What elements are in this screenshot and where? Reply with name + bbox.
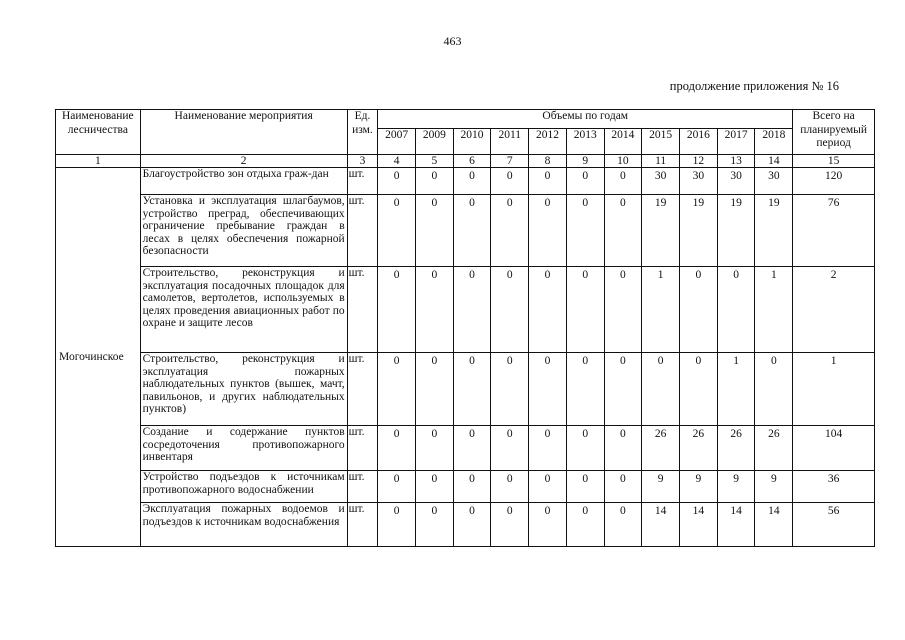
year-value: 0 [453,267,491,353]
year-value: 0 [453,503,491,547]
year-value: 0 [415,426,453,471]
header-year: 2012 [529,129,567,155]
table-row [56,503,875,547]
year-value: 0 [415,503,453,547]
unit: шт. [347,503,378,547]
unit: шт. [347,426,378,471]
year-value: 0 [378,471,416,503]
column-number: 15 [793,155,875,168]
activity-name: Благоустройство зон отдыха граж-дан [140,168,347,195]
year-value: 0 [529,503,567,547]
row-total: 36 [793,471,875,503]
year-value: 0 [453,168,491,195]
year-value: 0 [566,267,604,353]
year-value: 0 [642,353,680,426]
year-value: 1 [755,267,793,353]
column-number: 11 [642,155,680,168]
row-total: 120 [793,168,875,195]
year-value: 0 [680,353,718,426]
year-value: 0 [604,426,642,471]
year-value: 0 [566,195,604,267]
activity-name: Устройство подъездов к источникам противопожарного водоснабжении [140,471,347,503]
activity-name: Строительство, реконструкция и эксплуатация посадочных площадок для самолетов, вертолетов, используемых в целях проведения авиационных работ по охране и защите лесов [140,267,347,353]
activities-table [55,109,875,547]
year-value: 0 [378,353,416,426]
activity-name: Создание и содержание пунктов сосредоточения противопожарного инвентаря [140,426,347,471]
header-total: Всего на планируемый период [793,110,875,155]
year-value: 0 [529,195,567,267]
year-value: 14 [680,503,718,547]
year-value: 9 [642,471,680,503]
header-year: 2011 [491,129,529,155]
year-value: 0 [415,195,453,267]
header-year: 2014 [604,129,642,155]
row-total: 104 [793,426,875,471]
column-number: 14 [755,155,793,168]
column-number: 4 [378,155,416,168]
column-number: 10 [604,155,642,168]
header-forestry: Наименование лесничества [56,110,141,155]
year-value: 19 [642,195,680,267]
year-value: 0 [491,503,529,547]
year-value: 0 [415,168,453,195]
page-number: 463 [443,34,462,48]
year-value: 0 [491,168,529,195]
row-total: 1 [793,353,875,426]
column-number: 8 [529,155,567,168]
column-number: 2 [140,155,347,168]
year-value: 0 [566,353,604,426]
activity-name: Эксплуатация пожарных водоемов и подъездов к источникам водоснабжения [140,503,347,547]
year-value: 0 [378,195,416,267]
year-value: 0 [415,471,453,503]
unit: шт. [347,353,378,426]
year-value: 19 [717,195,755,267]
year-value: 30 [755,168,793,195]
year-value: 0 [491,426,529,471]
year-value: 26 [755,426,793,471]
column-number: 12 [680,155,718,168]
year-value: 0 [680,267,718,353]
year-value: 26 [717,426,755,471]
header-activity: Наименование мероприятия [140,110,347,155]
year-value: 0 [378,426,416,471]
year-value: 0 [529,353,567,426]
column-number: 1 [56,155,141,168]
header-volumes-by-year: Объемы по годам [378,110,793,129]
year-value: 14 [717,503,755,547]
year-value: 9 [755,471,793,503]
year-value: 0 [755,353,793,426]
year-value: 0 [529,168,567,195]
unit: шт. [347,471,378,503]
header-year: 2009 [415,129,453,155]
year-value: 30 [642,168,680,195]
year-value: 0 [604,503,642,547]
year-value: 0 [604,267,642,353]
column-number: 7 [491,155,529,168]
column-number: 9 [566,155,604,168]
table-row [56,195,875,267]
year-value: 0 [491,471,529,503]
activity-name: Строительство, реконструкция и эксплуатация пожарных наблюдательных пунктов (вышек, мачт, павильонов, и других наблюдательных пунктов) [140,353,347,426]
column-number: 3 [347,155,378,168]
header-year: 2018 [755,129,793,155]
year-value: 0 [566,471,604,503]
year-value: 19 [755,195,793,267]
year-value: 0 [378,503,416,547]
unit: шт. [347,267,378,353]
year-value: 14 [642,503,680,547]
header-year: 2015 [642,129,680,155]
year-value: 0 [491,195,529,267]
unit: шт. [347,195,378,267]
year-value: 9 [717,471,755,503]
appendix-continuation-note: продолжение приложения № 16 [669,79,839,93]
table-row [56,471,875,503]
year-value: 0 [566,503,604,547]
header-year: 2007 [378,129,416,155]
header-year: 2013 [566,129,604,155]
table-row [56,353,875,426]
year-value: 0 [717,267,755,353]
year-value: 0 [529,267,567,353]
year-value: 0 [415,267,453,353]
year-value: 0 [378,267,416,353]
year-value: 1 [717,353,755,426]
forestry-name: Могочинское [56,168,141,547]
year-value: 14 [755,503,793,547]
header-unit: Ед. изм. [347,110,378,155]
year-value: 30 [717,168,755,195]
year-value: 30 [680,168,718,195]
year-value: 0 [529,426,567,471]
unit: шт. [347,168,378,195]
year-value: 0 [604,168,642,195]
column-number-row [56,155,875,168]
activity-name: Установка и эксплуатация шлагбаумов, устройство преград, обеспечивающих ограничение пребывание граждан в лесах в целях обеспечения пожарной безопасности [140,195,347,267]
table-row [56,426,875,471]
year-value: 0 [491,267,529,353]
column-number: 13 [717,155,755,168]
header-year: 2016 [680,129,718,155]
year-value: 0 [453,471,491,503]
column-number: 5 [415,155,453,168]
year-value: 0 [566,168,604,195]
year-value: 0 [378,168,416,195]
year-value: 9 [680,471,718,503]
year-value: 0 [604,471,642,503]
year-value: 0 [491,353,529,426]
year-value: 26 [642,426,680,471]
year-value: 0 [566,426,604,471]
year-value: 19 [680,195,718,267]
year-value: 26 [680,426,718,471]
row-total: 2 [793,267,875,353]
year-value: 0 [529,471,567,503]
year-value: 1 [642,267,680,353]
column-number: 6 [453,155,491,168]
year-value: 0 [453,195,491,267]
row-total: 76 [793,195,875,267]
table-row [56,267,875,353]
header-year: 2010 [453,129,491,155]
year-value: 0 [604,353,642,426]
year-value: 0 [453,353,491,426]
year-value: 0 [453,426,491,471]
year-value: 0 [415,353,453,426]
table-row [56,168,875,195]
year-value: 0 [604,195,642,267]
row-total: 56 [793,503,875,547]
header-year: 2017 [717,129,755,155]
